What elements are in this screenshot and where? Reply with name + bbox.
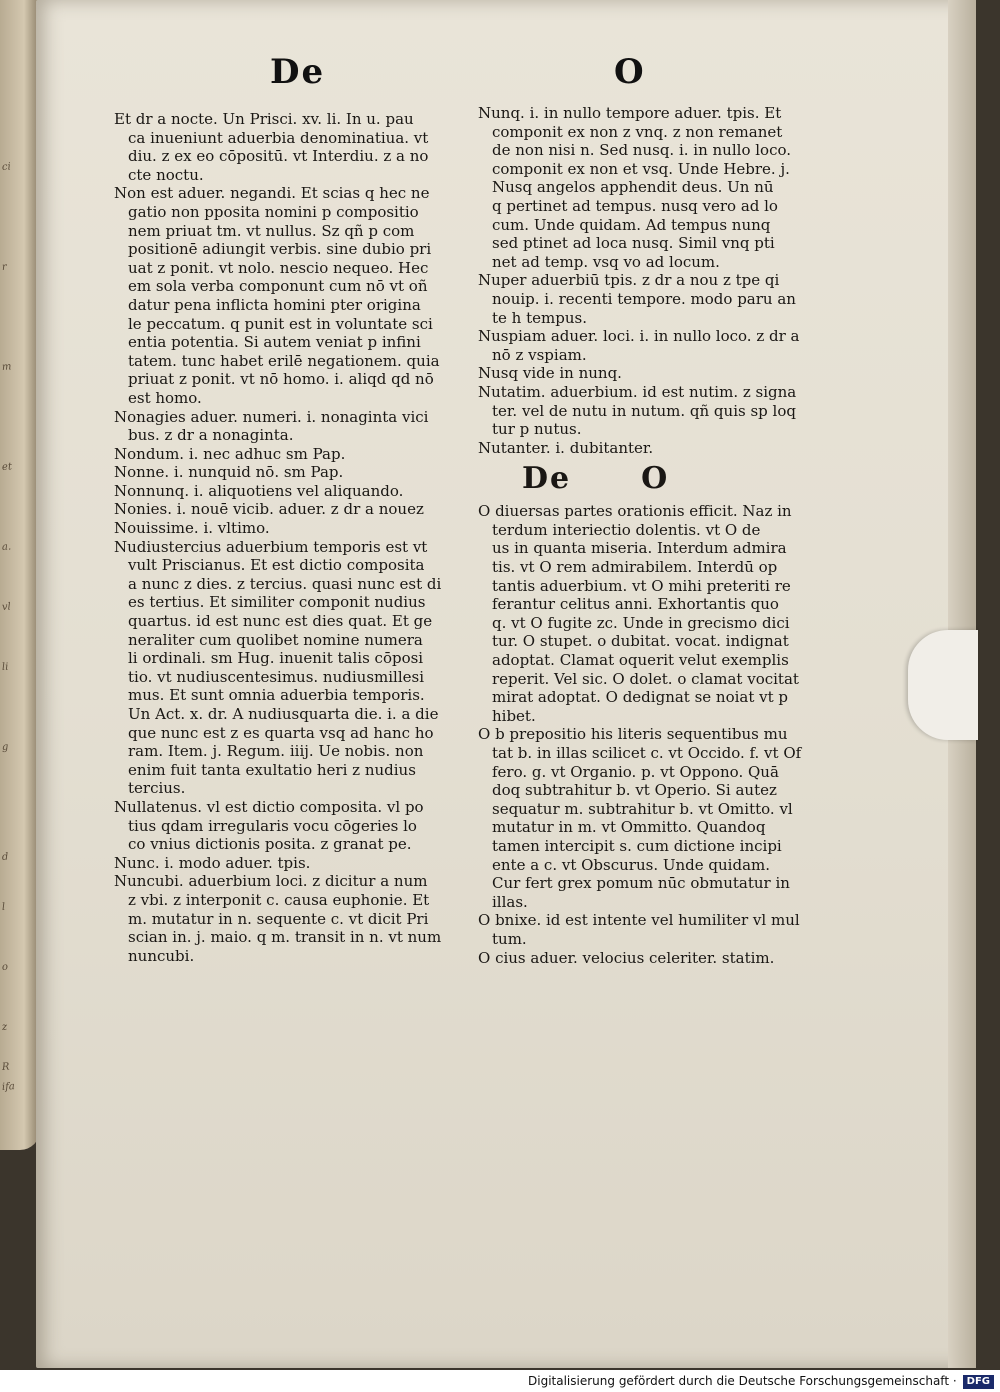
marginalia-note: et	[1, 461, 13, 474]
right-column	[478, 104, 828, 967]
dictionary-entry: Et dr a nocte. Un Prisci. xv. li. In u. pau ca inueniunt aduerbia denominatiua. vt diu. z ex eo cōpositū. vt Interdiu. z a no cte noctu.	[114, 110, 429, 184]
marginalia-note: R	[1, 1061, 10, 1074]
dictionary-entry: Nutatim. aduerbium. id est nutim. z signa ter. vel de nutu in nutum. qñ quis sp loq tur p nutus.	[478, 382, 797, 439]
marginalia-note: d	[1, 851, 9, 864]
running-head-right: O	[614, 52, 646, 92]
marginalia-note: a.	[1, 541, 12, 554]
dictionary-entry: Nudiustercius aduerbium temporis est vt vult Priscianus. Et est dictio composita a nunc z dies. z tercius. quasi nunc est di es tertius. Et similiter componit nudius quartus. id est nunc est dies quat. Et ge neraliter cum quolibet nomine numera li ordinali. sm Hug. inuenit talis cōposi tio. vt nudiuscentesimus. nudiusmillesi mus. Et sunt omnia aduerbia temporis. Un Act. x. dr. A nudiusquarta die. i. a die que nunc est z es quarta vsq ad hanc ho ram. Item. j. Regum. iiij. Ue nobis. non enim fuit tanta exultatio heri z nudius tercius.	[114, 537, 442, 798]
dictionary-entry: Nusq vide in nunq.	[478, 364, 622, 383]
dictionary-entry: O b prepositio his literis sequentibus mu tat b. in illas scilicet c. vt Occido. f. vt Of fero. g. vt Organio. p. vt Oppono. Quā doq subtrahitur b. vt Operio. Si autez sequatur m. subtrahitur b. vt Omitto. vl mutatur in m. vt Ommitto. Quandoq tamen intercipit s. cum dictione incipi ente a c. vt Obscurus. Unde quidam. Cur fert grex pomum nūc obmutatur in illas.	[478, 725, 802, 911]
marginalia-note: o	[1, 961, 9, 974]
dictionary-entry: Non est aduer. negandi. Et scias q hec ne gatio non pposita nomini p compositio nem priuat tm. vt nullus. Sz qñ p com positionē adiungit verbis. sine dubio pri uat z ponit. vt nolo. nescio nequeo. Hec em sola verba componunt cum nō vt oñ datur pena inflicta homini pter origina le peccatum. q punit est in voluntate sci entia potentia. Si autem veniat p infini tatem. tunc habet erilē negationem. quia priuat z ponit. vt nō homo. i. aliqd qd nō est homo.	[114, 184, 440, 407]
dictionary-entry: Nutanter. i. dubitanter.	[478, 438, 654, 457]
dictionary-entry: Nonagies aduer. numeri. i. nonaginta vici bus. z dr a nonaginta.	[114, 407, 429, 445]
dictionary-entry: Nuspiam aduer. loci. i. in nullo loco. z dr a nō z vspiam.	[478, 327, 800, 364]
dictionary-entry: Nonne. i. nunquid nō. sm Pap.	[114, 463, 344, 482]
dictionary-entry: Nondum. i. nec adhuc sm Pap.	[114, 444, 346, 463]
section-heading	[522, 461, 828, 496]
marginalia-note: z	[1, 1021, 8, 1034]
dictionary-entry: Nonnunq. i. aliquotiens vel aliquando.	[114, 481, 404, 500]
footer	[0, 1370, 1000, 1392]
marginalia-note: l	[1, 901, 6, 914]
dfg-logo-icon[interactable]: DFG	[963, 1375, 994, 1389]
section-heading-left: De	[522, 461, 572, 497]
marginalia-note: ci	[1, 161, 12, 174]
dictionary-entry: Nuncubi. aduerbium loci. z dicitur a num z vbi. z interponit c. causa euphonie. Et m. mutatur in n. sequente c. vt dicit Pri scian in. j. maio. q m. transit in n. vt num nuncubi.	[114, 872, 442, 965]
page-clip	[908, 630, 978, 740]
dictionary-entry: Nunq. i. in nullo tempore aduer. tpis. Et componit ex non z vnq. z non remanet de non nisi n. Sed nusq. i. in nullo loco. componit ex non et vsq. Unde Hebre. j. Nusq angelos apphendit deus. Un nū q pertinet ad tempus. nusq vero ad lo cum. Unde quidam. Ad tempus nunq sed ptinet ad loca nusq. Simil vnq pti net ad temp. vsq vo ad locum.	[478, 104, 792, 271]
marginalia-note: r	[1, 261, 8, 274]
footer-credit: Digitalisierung gefördert durch die Deutsche Forschungsgemeinschaft ·	[528, 1374, 957, 1388]
dictionary-entry: O bnixe. id est intente vel humiliter vl mul tum.	[478, 911, 800, 948]
section-heading-right: O	[641, 461, 670, 497]
dictionary-entry: O cius aduer. velocius celeriter. statim.	[478, 948, 775, 967]
marginalia-note: m	[1, 361, 12, 374]
left-column	[114, 110, 464, 965]
dictionary-entry: O diuersas partes orationis efficit. Naz in terdum interiectio dolentis. vt O de us in quanta miseria. Interdum admira tis. vt O rem admirabilem. Interdū op tantis aduerbium. vt O mihi preteriti re ferantur celitus anni. Exhortantis quo q. vt O fugite zc. Unde in grecismo dici tur. O stupet. o dubitat. vocat. indignat adoptat. Clamat oquerit velut exemplis reperit. Vel sic. O dolet. o clamat vocitat mirat adoptat. O dedignat se noiat vt p hibet.	[478, 502, 799, 725]
marginalia-note: ifa	[1, 1081, 16, 1094]
dictionary-entry: Nullatenus. vl est dictio composita. vl po tius qdam irregularis vocu cōgeries lo co vnius dictionis posita. z granat pe.	[114, 797, 424, 854]
marginalia-note: g	[1, 741, 9, 754]
dictionary-entry: Nunc. i. modo aduer. tpis.	[114, 853, 311, 872]
marginalia-note: li	[1, 661, 9, 674]
marginalia-note: vl	[1, 601, 12, 614]
running-head-left: De	[270, 52, 326, 92]
dictionary-entry: Nuper aduerbiū tpis. z dr a nou z tpe qi nouip. i. recenti tempore. modo paru an te h tempus.	[478, 271, 796, 327]
dictionary-entry: Nouissime. i. vltimo.	[114, 519, 270, 538]
dictionary-entry: Nonies. i. nouē vicib. aduer. z dr a nouez	[114, 500, 424, 519]
